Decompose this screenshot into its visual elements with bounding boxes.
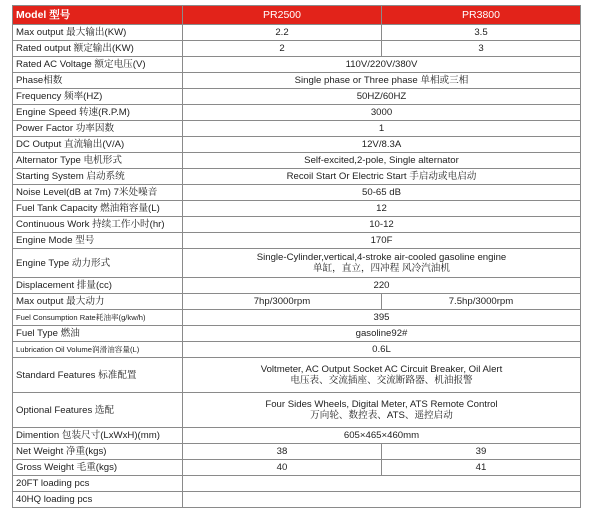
value-shared: 10-12 bbox=[183, 217, 581, 233]
spec-row-max-output bbox=[13, 25, 581, 41]
spec-row-engine-type bbox=[13, 249, 581, 278]
row-label: Fuel Tank Capacity 燃油箱容量(L) bbox=[13, 201, 183, 217]
row-label: Noise Level(dB at 7m) 7米处噪音 bbox=[13, 185, 183, 201]
value-line-zh: 万向轮、数控表、ATS、遥控启动 bbox=[310, 410, 453, 421]
spec-row-rated-output bbox=[13, 41, 581, 57]
spec-row-max-power bbox=[13, 294, 581, 310]
value-shared: 170F bbox=[183, 233, 581, 249]
value-line-en: Voltmeter, AC Output Socket AC Circuit Breaker, Oil Alert bbox=[260, 364, 503, 375]
row-label: Max output 最大输出(KW) bbox=[13, 25, 183, 41]
row-label: Rated output 额定输出(KW) bbox=[13, 41, 183, 57]
spec-row-optional-features bbox=[13, 393, 581, 428]
value-shared: Recoil Start Or Electric Start 手启动或电启动 bbox=[183, 169, 581, 185]
spec-row-net-weight bbox=[13, 444, 581, 460]
row-label: Continuous Work 持续工作小时(hr) bbox=[13, 217, 183, 233]
value-shared: 0.6L bbox=[183, 342, 581, 358]
row-label: Frequency 频率(HZ) bbox=[13, 89, 183, 105]
spec-row-noise-level bbox=[13, 185, 581, 201]
spec-row-40hq-loading bbox=[13, 492, 581, 508]
spec-row-rated-voltage bbox=[13, 57, 581, 73]
model-pr3800: PR3800 bbox=[382, 6, 581, 25]
value-shared: 50-65 dB bbox=[183, 185, 581, 201]
value-shared bbox=[183, 249, 581, 278]
value-shared: 605×465×460mm bbox=[183, 428, 581, 444]
value-shared: 110V/220V/380V bbox=[183, 57, 581, 73]
spec-row-lubrication-oil bbox=[13, 342, 581, 358]
spec-row-power-factor bbox=[13, 121, 581, 137]
model-label: Model 型号 bbox=[13, 6, 183, 25]
row-label: Engine Type 动力形式 bbox=[13, 249, 183, 278]
value-shared bbox=[183, 358, 581, 393]
value-pr2500: 2.2 bbox=[183, 25, 382, 41]
value-shared: Single phase or Three phase 单相或三相 bbox=[183, 73, 581, 89]
row-label: Dimention 包装尺寸(LxWxH)(mm) bbox=[13, 428, 183, 444]
row-label: Max output 最大动力 bbox=[13, 294, 183, 310]
value-pr2500: 38 bbox=[183, 444, 382, 460]
spec-row-fuel-consumption bbox=[13, 310, 581, 326]
row-label: 20FT loading pcs bbox=[13, 476, 183, 492]
value-shared bbox=[183, 492, 581, 508]
spec-row-standard-features bbox=[13, 358, 581, 393]
spec-row-fuel-tank bbox=[13, 201, 581, 217]
spec-row-alternator-type bbox=[13, 153, 581, 169]
value-shared bbox=[183, 393, 581, 428]
row-label: Power Factor 功率因数 bbox=[13, 121, 183, 137]
row-label: Alternator Type 电机形式 bbox=[13, 153, 183, 169]
value-line-zh: 电压表、交流插座、交流断路器、机油报警 bbox=[290, 375, 473, 386]
spec-row-20ft-loading bbox=[13, 476, 581, 492]
row-label: DC Output 直流输出(V/A) bbox=[13, 137, 183, 153]
value-line-zh: 单缸，直立，四冲程 风冷汽油机 bbox=[313, 263, 450, 274]
row-label: 40HQ loading pcs bbox=[13, 492, 183, 508]
value-pr2500: 2 bbox=[183, 41, 382, 57]
value-pr2500: 7hp/3000rpm bbox=[183, 294, 382, 310]
value-pr3800: 39 bbox=[382, 444, 581, 460]
spec-row-fuel-type bbox=[13, 326, 581, 342]
spec-row-engine-mode bbox=[13, 233, 581, 249]
value-shared: 50HZ/60HZ bbox=[183, 89, 581, 105]
header-row bbox=[13, 6, 581, 25]
spec-row-starting-system bbox=[13, 169, 581, 185]
value-pr3800: 3 bbox=[382, 41, 581, 57]
value-shared: 1 bbox=[183, 121, 581, 137]
value-shared bbox=[183, 476, 581, 492]
row-label: Phase相数 bbox=[13, 73, 183, 89]
value-shared: 12 bbox=[183, 201, 581, 217]
value-pr3800: 41 bbox=[382, 460, 581, 476]
value-shared: Self-excited,2-pole, Single alternator bbox=[183, 153, 581, 169]
row-label: Fuel Type 燃油 bbox=[13, 326, 183, 342]
row-label: Fuel Consumption Rate耗油率(g/kw/h) bbox=[13, 310, 183, 326]
spec-table bbox=[12, 5, 581, 508]
value-shared: 12V/8.3A bbox=[183, 137, 581, 153]
spec-row-continuous-work bbox=[13, 217, 581, 233]
row-label: Gross Weight 毛重(kgs) bbox=[13, 460, 183, 476]
value-shared: 3000 bbox=[183, 105, 581, 121]
row-label: Lubrication Oil Volume润滑油容量(L) bbox=[13, 342, 183, 358]
spec-row-frequency bbox=[13, 89, 581, 105]
value-line-en: Four Sides Wheels, Digital Meter, ATS Remote Control bbox=[265, 399, 498, 410]
value-line-en: Single-Cylinder,vertical,4-stroke air-cooled gasoline engine bbox=[256, 252, 507, 263]
row-label: Starting System 启动系统 bbox=[13, 169, 183, 185]
value-pr3800: 7.5hp/3000rpm bbox=[382, 294, 581, 310]
spec-row-phase bbox=[13, 73, 581, 89]
spec-row-dc-output bbox=[13, 137, 581, 153]
row-label: Optional Features 选配 bbox=[13, 393, 183, 428]
row-label: Rated AC Voltage 额定电压(V) bbox=[13, 57, 183, 73]
model-pr2500: PR2500 bbox=[183, 6, 382, 25]
row-label: Net Weight 净重(kgs) bbox=[13, 444, 183, 460]
row-label: Engine Speed 转速(R.P.M) bbox=[13, 105, 183, 121]
value-pr2500: 40 bbox=[183, 460, 382, 476]
spec-row-displacement bbox=[13, 278, 581, 294]
spec-row-dimension bbox=[13, 428, 581, 444]
value-shared: 395 bbox=[183, 310, 581, 326]
row-label: Engine Mode 型号 bbox=[13, 233, 183, 249]
spec-row-gross-weight bbox=[13, 460, 581, 476]
value-shared: 220 bbox=[183, 278, 581, 294]
row-label: Displacement 排量(cc) bbox=[13, 278, 183, 294]
value-shared: gasoline92# bbox=[183, 326, 581, 342]
row-label: Standard Features 标准配置 bbox=[13, 358, 183, 393]
spec-row-engine-speed bbox=[13, 105, 581, 121]
value-pr3800: 3.5 bbox=[382, 25, 581, 41]
